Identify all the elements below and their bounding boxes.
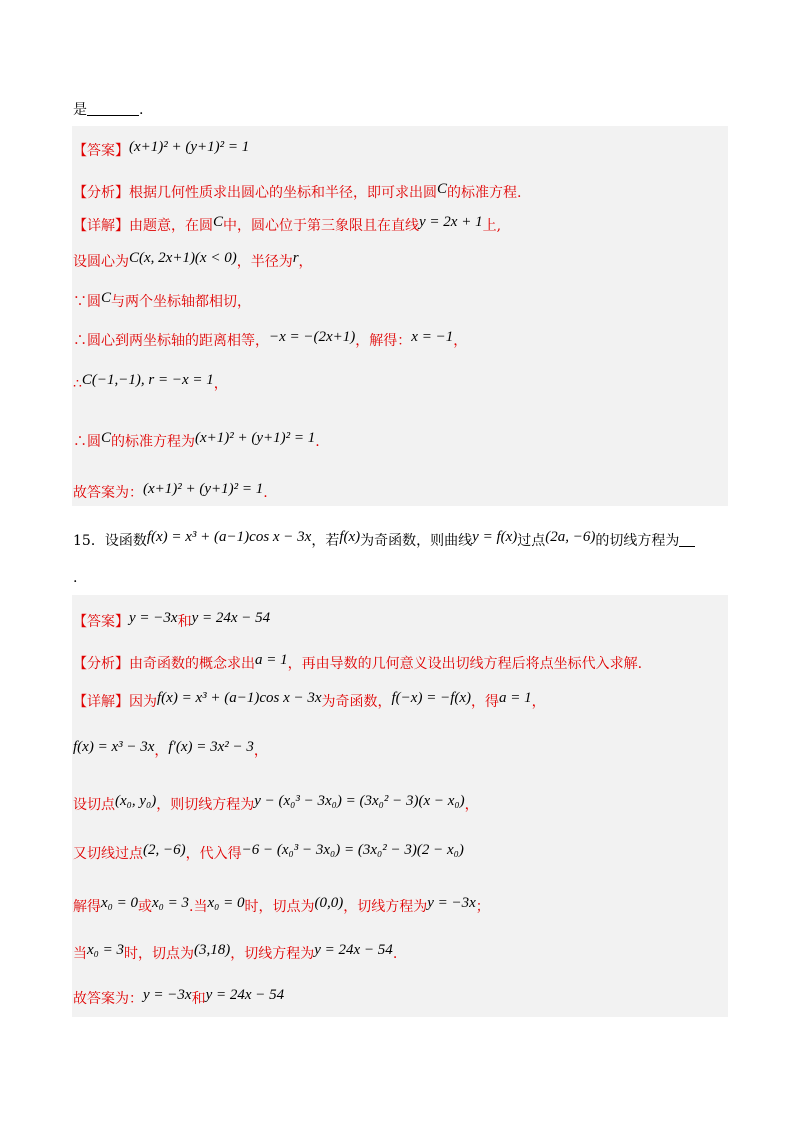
detail-text: ， [154,743,169,759]
answer-line-15 [73,608,270,632]
question-text: 的切线方程为 [595,533,680,549]
detail-line-5 [73,370,228,394]
detail-text: 设圆心为 [73,254,129,270]
question-text: ，若 [311,533,340,549]
tangent-point-2: (3,18) [194,942,231,958]
answer-equation-2: y = 24x − 54 [191,610,271,626]
detail-text: . [315,434,320,450]
detail-text: 中，圆心位于第三象限且在直线 [223,218,420,234]
curve-equation: y = f(x) [472,529,518,545]
x-solution: x = −1 [411,329,454,345]
tangent-equation-1: y = −3x [427,895,476,911]
final-answer-2: y = 24x − 54 [205,987,285,1003]
answer-blank [679,546,695,547]
detail-text: ，代入得 [185,846,242,862]
detail-text: ∴ [73,376,82,392]
circle-symbol: C [101,430,112,446]
standard-equation: (x+1)² + (y+1)² = 1 [195,430,316,446]
detail-text: ， [213,376,228,392]
detail-line-4 [73,327,467,351]
detail-text: 时，切点为 [124,946,194,962]
function-definition: f(x) = x³ + (a−1)cos x − 3x [157,690,322,706]
detail-text: 由题意，在圆 [129,218,213,234]
detail-text: ，解得： [355,333,412,349]
final-answer-equation: (x+1)² + (y+1)² = 1 [143,481,264,497]
detail-15-line-3 [73,791,479,815]
detail-text: 时，切点为 [244,899,315,915]
substituted-equation: −6 − (x₀³ − 3x₀) = (3x₀² − 3)(2 − x₀) [241,842,464,858]
analysis-tag: 【分析】 [73,656,129,672]
question-tail-line [73,100,143,120]
detail-tag: 【详解】 [73,694,129,710]
analysis-text: 根据几何性质求出圆心的坐标和半径，即可求出圆 [129,185,437,201]
detail-text: 故答案为： [73,485,143,501]
answer-tag: 【答案】 [73,614,129,630]
detail-text: ∴圆 [73,434,101,450]
question-15-tail [73,568,77,588]
circle-symbol: C [437,181,448,197]
answer-connector: 和 [191,991,206,1007]
function-symbol: f(x) [339,529,361,545]
x0-case-2: x₀ = 3 [87,942,124,958]
detail-15-line-1 [73,688,546,712]
detail-text: ∴圆心到两坐标轴的距离相等， [73,333,269,349]
center-radius-equation: C(−1,−1), r = −x = 1 [81,372,214,388]
question-tail-period: . [73,570,78,586]
x0-case-1: x₀ = 0 [207,895,245,911]
detail-text: 设切点 [73,797,115,813]
detail-line-2 [73,248,313,272]
detail-text: ，得 [471,694,500,710]
detail-text: 当 [73,946,87,962]
radius-symbol: r [292,250,299,266]
x0-solution-2: x₀ = 3 [152,895,189,911]
detail-line-1 [73,212,501,236]
function-simplified: f(x) = x³ − 3x [73,739,155,755]
detail-text: ∵圆 [73,294,101,310]
detail-line-7 [73,479,268,503]
given-point: (2, −6) [143,842,186,858]
analysis-line-14 [73,179,521,203]
detail-text: ，切线方程为 [230,946,315,962]
detail-text: 故答案为： [73,991,143,1007]
line-equation: y = 2x + 1 [419,214,483,230]
tangent-equation-2: y = 24x − 54 [314,942,393,958]
point-coordinates: (2a, −6) [545,529,596,545]
detail-text: ， [531,694,546,710]
question-tail-period: . [139,102,144,118]
analysis-text-end: 的标准方程. [447,185,522,201]
x0-solution-1: x₀ = 0 [101,895,138,911]
detail-text: ， [464,797,479,813]
answer-connector: 和 [177,614,192,630]
circle-symbol: C [101,290,112,306]
answer-equation-1: y = −3x [129,610,178,626]
detail-15-line-6 [73,940,397,964]
detail-text: .当 [189,899,208,915]
detail-text: ，半径为 [236,254,293,270]
detail-text: 与两个坐标轴都相切， [111,294,252,310]
detail-text: 又切线过点 [73,846,143,862]
detail-text: ，切线方程为 [343,899,428,915]
detail-text: ，则切线方程为 [156,797,255,813]
detail-15-line-4 [73,840,464,864]
final-answer-1: y = −3x [143,987,192,1003]
detail-text: ； [475,899,490,915]
question-text: 为奇函数，则曲线 [360,533,473,549]
answer-tag: 【答案】 [73,143,129,159]
question-text: 过点 [517,533,546,549]
detail-text: 为奇函数， [321,694,392,710]
function-definition: f(x) = x³ + (a−1)cos x − 3x [146,529,312,545]
a-value: a = 1 [255,652,288,668]
tangent-point-1: (0,0) [314,895,344,911]
detail-text: 因为 [129,694,157,710]
analysis-tag: 【分析】 [73,185,129,201]
detail-15-line-7 [73,985,284,1009]
detail-text: . [263,485,268,501]
odd-function-equation: f(−x) = −f(x) [391,690,472,706]
answer-equation: (x+1)² + (y+1)² = 1 [129,139,250,155]
analysis-text: ，再由导数的几何意义设出切线方程后将点坐标代入求解. [287,656,643,672]
detail-text: 或 [138,899,152,915]
circle-symbol: C [213,214,224,230]
detail-15-line-5 [73,893,490,917]
a-value: a = 1 [499,690,532,706]
question-15 [73,527,695,551]
detail-tag: 【详解】 [73,218,129,234]
detail-text: ， [253,743,268,759]
answer-line-14 [73,137,249,161]
detail-line-3 [73,288,251,312]
answer-blank [87,115,139,116]
detail-text: 上, [482,218,502,234]
detail-line-6 [73,428,320,452]
detail-text: ， [453,333,468,349]
tangent-line-equation: y − (x₀³ − 3x₀) = (3x₀² − 3)(x − x₀) [254,793,465,809]
question-number: 15．设函数 [73,533,147,549]
distance-equation: −x = −(2x+1) [269,329,356,345]
detail-15-line-2 [73,737,268,761]
detail-text: 的标准方程为 [111,434,196,450]
tangent-point: (x₀, y₀) [115,793,157,809]
analysis-text: 由奇函数的概念求出 [129,656,255,672]
center-equation: C(x, 2x+1)(x < 0) [129,250,237,266]
detail-text: ， [298,254,313,270]
detail-text: . [392,946,398,962]
question-tail-text: 是 [73,102,87,118]
derivative-equation: f′(x) = 3x² − 3 [168,739,254,755]
analysis-line-15 [73,650,642,674]
detail-text: 解得 [73,899,101,915]
